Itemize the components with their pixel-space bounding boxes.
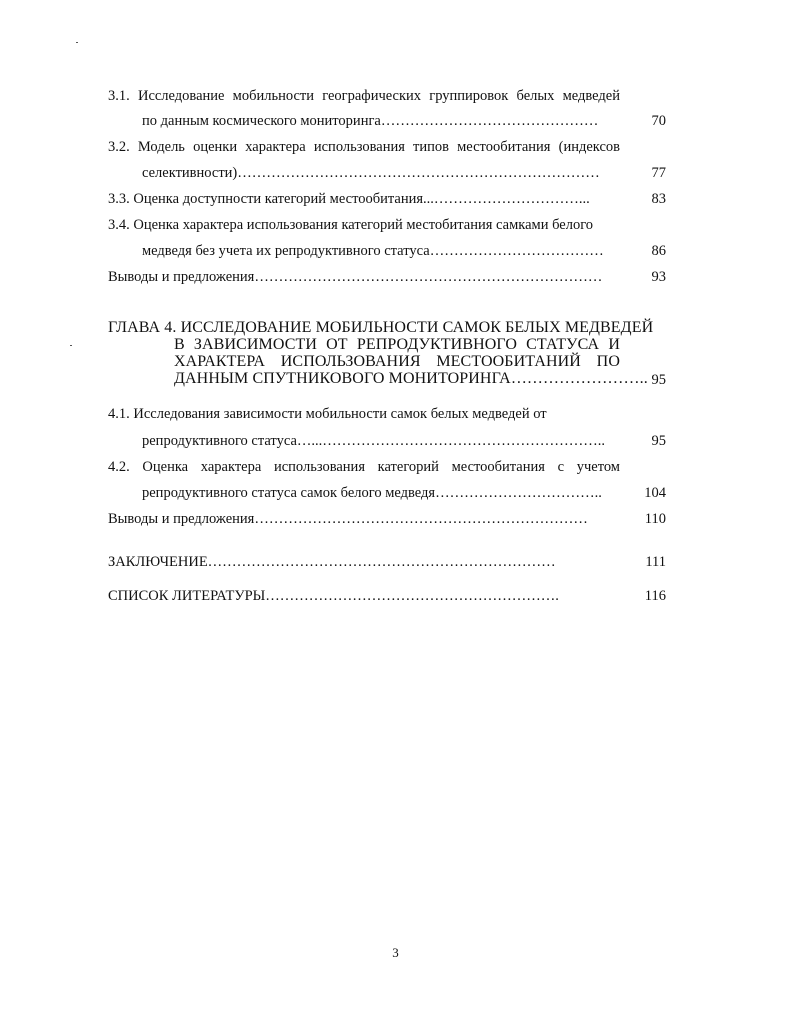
toc-entry-chapter-4-conclusions: Выводы и предложения…………………………………………………………… <box>108 511 588 527</box>
toc-entry-references-page: 116 <box>644 588 666 604</box>
toc-entry-conclusion-page: 111 <box>645 554 666 570</box>
toc-entry-4-2-leader: репродуктивного статуса самок белого медведя…………………………….. <box>142 485 602 501</box>
toc-entry-3-1-leader: по данным космического мониторинга……………………………………… <box>142 113 599 129</box>
toc-entry-3-1-page: 70 <box>651 113 666 129</box>
toc-entry-conclusion: ЗАКЛЮЧЕНИЕ……………………………………………………………… <box>108 554 556 570</box>
scan-speck <box>76 42 78 43</box>
toc-entry-4-1-title: 4.1. Исследования зависимости мобильности самок белых медведей от <box>108 406 547 422</box>
toc-chapter-4-title-line4: ДАННЫМ СПУТНИКОВОГО МОНИТОРИНГА…………………….. <box>174 370 648 387</box>
toc-chapter-4-page: 95 <box>651 372 666 388</box>
toc-entry-references: СПИСОК ЛИТЕРАТУРЫ……………………………………………………. <box>108 588 559 604</box>
toc-entry-3-2-title: 3.2. Модель оценки характера использования типов местообитания (индексов <box>108 139 620 155</box>
toc-entry-3-2-leader: селективности)………………………………………………………………… <box>142 165 600 181</box>
toc-entry-3-4-leader: медведя без учета их репродуктивного статуса……………………………… <box>142 243 604 259</box>
scan-speck <box>70 345 72 346</box>
toc-entry-3-2-page: 77 <box>651 165 666 181</box>
page-number: 3 <box>392 945 399 960</box>
toc-entry-chapter-4-conclusions-page: 110 <box>644 511 666 527</box>
toc-entry-4-1-page: 95 <box>651 433 666 449</box>
toc-entry-4-1-leader: репродуктивного статуса…...………………………………………………….. <box>142 433 606 449</box>
toc-entry-3-4-title: 3.4. Оценка характера использования категорий местобитания самками белого <box>108 217 594 233</box>
toc-entry-3-3-title: 3.3. Оценка доступности категорий местообитания...…………………………... <box>108 191 590 207</box>
toc-chapter-4-title-line3: ХАРАКТЕРА ИСПОЛЬЗОВАНИЯ МЕСТООБИТАНИЙ ПО <box>174 353 620 370</box>
toc-chapter-4-title-line2: В ЗАВИСИМОСТИ ОТ РЕПРОДУКТИВНОГО СТАТУСА И <box>174 336 620 353</box>
toc-entry-chapter-3-conclusions: Выводы и предложения……………………………………………………………… <box>108 269 603 285</box>
toc-chapter-4-title-line1: ГЛАВА 4. ИССЛЕДОВАНИЕ МОБИЛЬНОСТИ САМОК БЕЛЫХ МЕДВЕДЕЙ <box>108 319 654 336</box>
toc-entry-3-3-page: 83 <box>651 191 666 207</box>
toc-entry-3-4-page: 86 <box>651 243 666 259</box>
toc-entry-chapter-3-conclusions-page: 93 <box>651 269 666 285</box>
toc-entry-4-2-page: 104 <box>644 485 666 501</box>
toc-entry-3-1-title: 3.1. Исследование мобильности географических группировок белых медведей <box>108 88 620 104</box>
toc-entry-4-2-title: 4.2. Оценка характера использования категорий местообитания с учетом <box>108 459 620 475</box>
